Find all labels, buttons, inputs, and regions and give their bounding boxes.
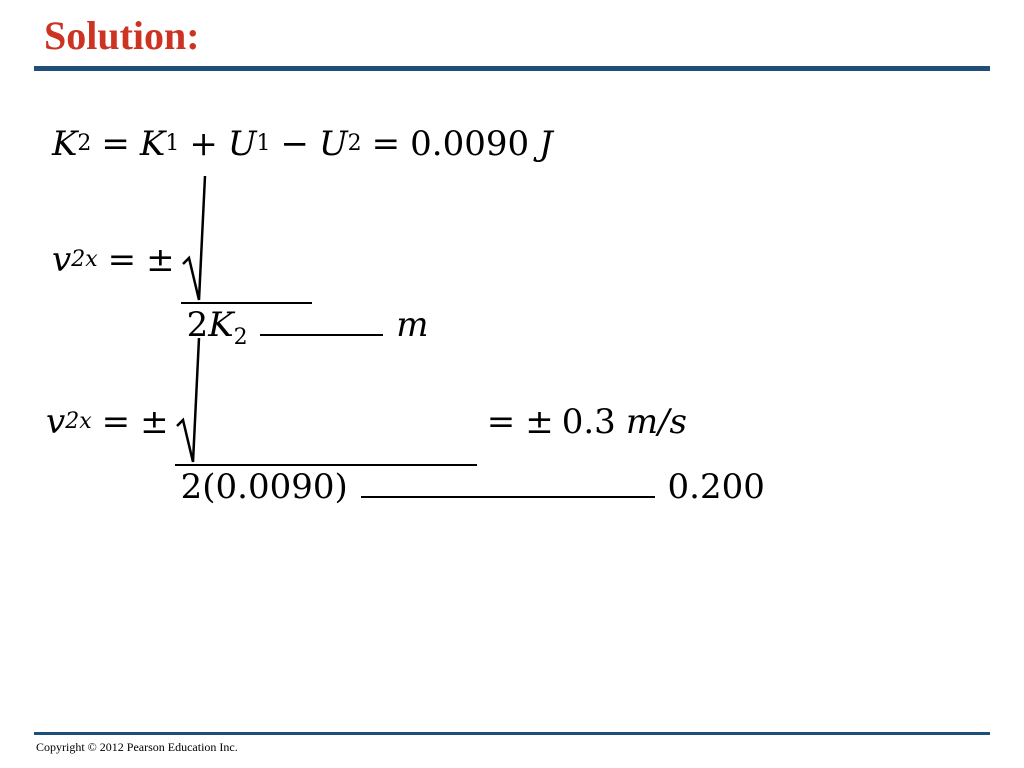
velocity-unit: m/s xyxy=(625,402,687,442)
slide-title: Solution: xyxy=(44,13,200,58)
symbol-k: K xyxy=(139,124,166,164)
fraction-denominator: m xyxy=(396,305,429,345)
fraction xyxy=(179,466,765,508)
equals-sign: = xyxy=(486,402,516,442)
fraction-numerator: 2(0.0090) xyxy=(180,467,348,507)
equation-velocity-formula: v 2x = ± $2K_2$ m xyxy=(52,194,312,326)
symbol-v: v xyxy=(46,402,66,442)
fraction-bar xyxy=(361,496,655,498)
equals-sign: = xyxy=(101,402,131,442)
symbol-v: v xyxy=(52,240,72,280)
velocity-value: 0.3 xyxy=(561,402,616,442)
symbol-k: K xyxy=(52,124,78,164)
plus-minus-sign: ± xyxy=(525,402,554,442)
radical-sign-icon xyxy=(175,336,201,464)
symbol-u: U xyxy=(318,124,348,164)
plus-minus-sign: ± xyxy=(140,402,169,442)
equation-velocity-result: v 2x = ± 2(0.0090) 0.200 = ± 0.3 m/s xyxy=(46,356,687,488)
equals-sign: = xyxy=(371,124,401,164)
plus-sign: + xyxy=(189,124,218,164)
copyright-footer: Copyright © 2012 Pearson Education Inc. xyxy=(36,740,238,754)
equals-sign: = xyxy=(107,240,137,280)
symbol-u: U xyxy=(227,124,257,164)
equation-kinetic-energy: K 2 = K 1 + U 1 − U 2 = 0.0090 J xyxy=(52,124,553,164)
radicand xyxy=(175,464,765,508)
energy-unit: J xyxy=(539,124,553,164)
minus-sign: − xyxy=(280,124,309,164)
plus-minus-sign: ± xyxy=(146,240,175,280)
fraction-numerator: $2K_2$ xyxy=(186,305,248,350)
energy-value: 0.0090 xyxy=(410,124,530,164)
radical-sign-icon xyxy=(181,174,207,302)
title-rule xyxy=(34,66,990,71)
equals-sign: = xyxy=(101,124,130,164)
fraction-denominator: 0.200 xyxy=(667,467,765,507)
footer-rule xyxy=(34,732,990,735)
